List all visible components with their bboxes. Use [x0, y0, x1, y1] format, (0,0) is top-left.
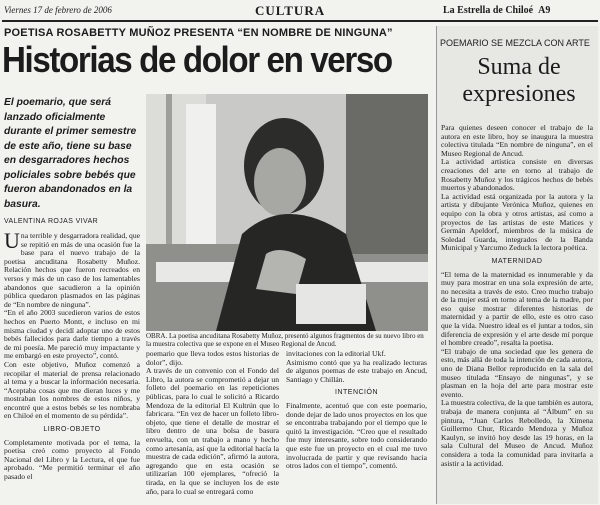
article-paragraph: invitaciones con la editorial Ukf. [286, 350, 386, 358]
article-kicker: POETISA ROSABETTY MUÑOZ PRESENTA “EN NOMBRE DE NINGUNA” [4, 27, 393, 39]
subhead-maternidad: MATERNIDAD [491, 257, 543, 265]
article-paragraph: Asimismo contó que ya ha realizado lecturas de algunos poemas de este trabajo en Ancud, Santiago y Chillán. [286, 357, 427, 384]
subhead-intencion: INTENCIÓN [335, 389, 378, 397]
article-photo [146, 94, 428, 331]
header-rule [2, 20, 598, 22]
sidebar-paragraph: La actividad artística consiste en diversas creaciones del arte en torno al trabajo de Rosabetty Muñoz y los trágicos hechos de bebés muertos y abandonados. [441, 157, 593, 193]
article-paragraph: Con este objetivo, Muñoz comenzó a recopilar el material de prensa relacionado al tema y a buscar la información necesaria. “Aceptaba cosas que me dieran luces y me mostraban los nombres de estos niños, y encontré que a estos bebés se les nombraba en Chiloé en el momento de su pérdida”. [4, 359, 140, 421]
sidebar-body [441, 124, 593, 502]
sidebar-title: Suma de expresiones [462, 54, 576, 107]
page-date: Viernes 17 de febrero de 2006 [4, 5, 112, 15]
article-paragraph: Una terrible y desgarradora realidad, que se repitió en más de una ocasión fue la base para el nuevo trabajo de la poetisa ancuditana Rosabetty Muñoz. Relación hechos que fueron recreados en versos y más de un caso de los lamentables abandonos que sacudieron a la opinión pública quedaron plasmados en las páginas de “En nombre de ninguna”. [4, 232, 140, 309]
article-column-3 [286, 350, 427, 505]
article-column-2 [146, 350, 279, 505]
subhead-libro-objeto: LIBRO-OBJETO [43, 426, 101, 434]
sidebar-kicker: POEMARIO SE MEZCLA CON ARTE [440, 38, 590, 48]
article-lead: El poemario, que será lanzado oficialmente durante el primer semestre de este año, tiene su base en desgarradores hechos policiales sobre bebés que fueron abandonados en la basura. [4, 97, 137, 210]
page-number: A9 [538, 5, 551, 16]
article-paragraph: A través de un convenio con el Fondo del Libro, la autora se comprometió a dejar un folleto del poemario en las repeticiones públicas, para lo cual le solicitó a Ricardo Mendoza de la editorial El Kultrún que lo fabricara. “En vez de hacer un folleto libro-objeto, que tiene el detalle de mostrar el libro dentro de una bolsa de basura envuelta, con un trabajo a mano y hecho como artesanía, así que la editorial hacía la muestra de cada edición”, afirmó la autora, agregando que en esta ocasión se utilizarían 100 ejemplares, “ofreció la tirada, en la que se incluyen los de este año, para lo cual se entregará como [146, 366, 279, 496]
article-paragraph: Finalmente, acentuó que con este poemario, donde dejar de lado unos proyectos en los que se encontraba trabajando por el tiempo que le quitó la investigación. “Creo que el resultado fue muy interesante, sobre todo considerando que este fue un proyecto en el cual me tuvo involucrada de partir y que revisando hacia otros lados con el tiempo”, comentó. [286, 400, 427, 471]
portrait-photo [146, 94, 428, 331]
article-headline: Historias de dolor en verso [2, 39, 392, 80]
section-title: CULTURA [255, 3, 326, 18]
sidebar-paragraph: Para quienes deseen conocer el trabajo de la autora en este libro, hoy se inaugura la muestra colectiva titulada “En nombre de ninguna”, en el Museo Regional de Ancud. [441, 124, 593, 158]
article-byline: VALENTINA ROJAS VIVAR [4, 218, 99, 225]
drop-cap: U [4, 232, 20, 253]
newspaper-name: La Estrella de Chiloé A9 [443, 5, 551, 16]
sidebar-paragraph: La muestra colectiva, de la que también es autora, trabaja de manera conjunta al “Álbum” en su pintura, “Juan Carlos Rebolledo, la Ximena Guillermo Chur, Ricardo Mendoza y Muñoz Kaulyn, se invitó hoy desde las 19 horas, en la sala Cultural del Museo de Ancud. Muñoz considera a toda la comunidad para invitarla a asistir a la actividad. [441, 398, 593, 468]
article-paragraph: Completamente motivada por el tema, la poetisa creó como proyecto al Fondo Nacional del Libro y la Lectura, el que fue aprobado. “Me permitió terminar el año pasado el [4, 437, 140, 482]
sidebar-paragraph: “El tema de la maternidad es innumerable y da muy para mostrar en una sola expresión de arte, no necesita a través de esto. Creo mucho trabajo de la mujer está en torno al tema de la madre, por eso quise mostrar diferentes historias de maternidad y a partir de ello, este es otro caso que la vida. Nuestro ideal es el juntar a todos, sin diferencia de expresión y el arte desde mí porque el hombre creado”, resalta la poetisa. [441, 269, 593, 348]
sidebar-paragraph: “El trabajo de una sociedad que les genera de esto, más allá de toda la intención de cada autora, uno de Diana Bellor reproducido en la sala del museo titulada “Ensayo de ningunas”, y se plasman en la hoja del arte para mostrar este evento. [441, 346, 593, 399]
article-paragraph: poemario que lleva todos estos historias de dolor”, dijo. [146, 350, 279, 367]
sidebar-paragraph: La actividad está organizada por la autora y la artista y dibujante Verónica Muñoz, quienes en equipo con la obra y otros artistas, así como a proyectos de las artistas de este Matices y Germán Apeldorf, miembros de la música de Soledad Guarda, integrados de la Banda Municipal y Yarcumo Zeduck la lectora poética. [441, 191, 593, 253]
article-column-1 [4, 232, 140, 504]
article-paragraph: “En el año 2003 sucedieron varios de estos hechos en Puerto Montt, e incluso en mi misma ciudad y decidí adoptar uno de estos bebés fallecidos para darle tiempo a través de mi poesía. Me pareció muy impactante y me embargó en este proyecto”, contó. [4, 308, 140, 361]
photo-caption: OBRA. La poetisa ancuditana Rosabetty Muñoz, presentó algunos fragmentos de su nuevo libro en la muestra colectiva que se expone en el Museo Regional de Ancud. [146, 332, 424, 349]
